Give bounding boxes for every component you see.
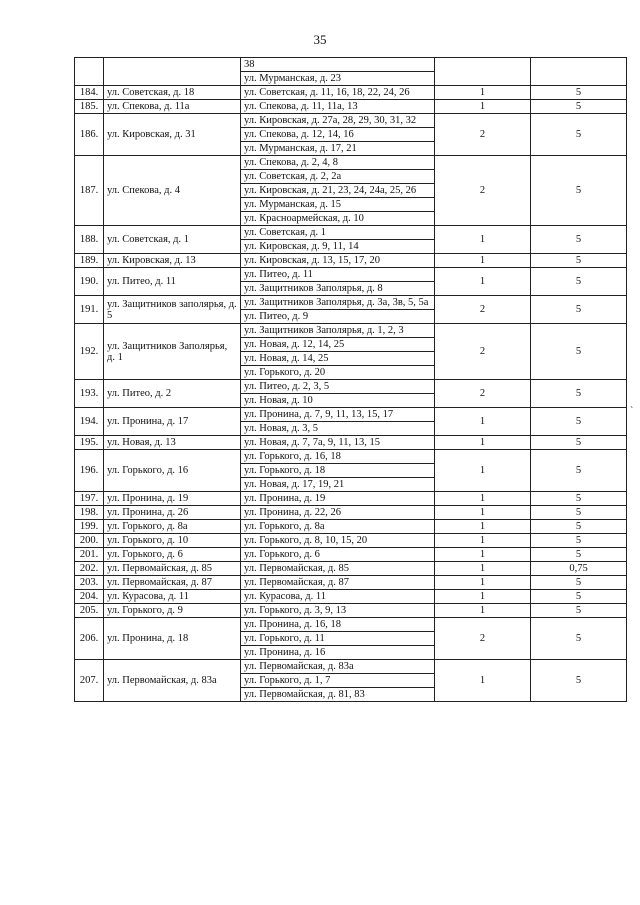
row-area: 5 (531, 114, 627, 156)
sub-address: ул. Мурманская, д. 23 (241, 72, 435, 86)
side-mark: ` (630, 406, 634, 417)
row-count: 1 (435, 268, 531, 296)
row-count: 1 (435, 86, 531, 100)
sub-address: ул. Горького, д. 20 (241, 366, 435, 380)
row-area: 5 (531, 590, 627, 604)
row-number: 201. (75, 548, 104, 562)
row-count: 2 (435, 380, 531, 408)
sub-address: ул. Горького, д. 8а (241, 520, 435, 534)
row-count: 2 (435, 324, 531, 380)
sub-address: 38 (241, 58, 435, 72)
row-address: ул. Пронина, д. 19 (104, 492, 241, 506)
table-row (75, 590, 627, 604)
sub-address: ул. Мурманская, д. 15 (241, 198, 435, 212)
row-address: ул. Питео, д. 11 (104, 268, 241, 296)
row-count: 1 (435, 520, 531, 534)
sub-address: ул. Питео, д. 2, 3, 5 (241, 380, 435, 394)
sub-address: ул. Горького, д. 16, 18 (241, 450, 435, 464)
row-address: ул. Горького, д. 9 (104, 604, 241, 618)
row-count: 2 (435, 618, 531, 660)
sub-address: ул. Защитников Заполярья, д. 8 (241, 282, 435, 296)
row-address: ул. Защитников Заполярья, д. 1 (104, 324, 241, 380)
table-row (75, 86, 627, 100)
row-number: 198. (75, 506, 104, 520)
row-area: 5 (531, 618, 627, 660)
row-count: 1 (435, 436, 531, 450)
sub-address: ул. Пронина, д. 16 (241, 646, 435, 660)
sub-address: ул. Защитников Заполярья, д. 1, 2, 3 (241, 324, 435, 338)
sub-address: ул. Спекова, д. 11, 11а, 13 (241, 100, 435, 114)
row-area: 5 (531, 548, 627, 562)
row-count: 1 (435, 562, 531, 576)
table-row (75, 450, 627, 464)
sub-address: ул. Горького, д. 8, 10, 15, 20 (241, 534, 435, 548)
row-area: 5 (531, 254, 627, 268)
row-count: 1 (435, 534, 531, 548)
row-area: 5 (531, 380, 627, 408)
row-address: ул. Горького, д. 6 (104, 548, 241, 562)
table-row (75, 380, 627, 394)
row-number: 186. (75, 114, 104, 156)
continuation-row (75, 58, 627, 72)
table-row (75, 562, 627, 576)
table-row (75, 156, 627, 170)
sub-address: ул. Кировская, д. 21, 23, 24, 24а, 25, 26 (241, 184, 435, 198)
row-address: ул. Новая, д. 13 (104, 436, 241, 450)
sub-address: ул. Пронина, д. 16, 18 (241, 618, 435, 632)
row-number: 205. (75, 604, 104, 618)
row-area: 5 (531, 576, 627, 590)
row-address: ул. Кировская, д. 13 (104, 254, 241, 268)
row-number: 206. (75, 618, 104, 660)
table-row (75, 492, 627, 506)
row-count: 1 (435, 506, 531, 520)
row-count: 1 (435, 100, 531, 114)
sub-address: ул. Пронина, д. 22, 26 (241, 506, 435, 520)
row-area: 5 (531, 268, 627, 296)
row-area: 5 (531, 534, 627, 548)
table-row (75, 324, 627, 338)
table-row (75, 520, 627, 534)
row-address: ул. Первомайская, д. 83а (104, 660, 241, 702)
sub-address: ул. Новая, д. 10 (241, 394, 435, 408)
row-number: 189. (75, 254, 104, 268)
row-address: ул. Спекова, д. 11а (104, 100, 241, 114)
sub-address: ул. Новая, д. 12, 14, 25 (241, 338, 435, 352)
row-address: ул. Советская, д. 1 (104, 226, 241, 254)
row-number: 194. (75, 408, 104, 436)
sub-address: ул. Спекова, д. 12, 14, 16 (241, 128, 435, 142)
sub-address: ул. Спекова, д. 2, 4, 8 (241, 156, 435, 170)
address-table (74, 57, 627, 702)
row-count: 1 (435, 492, 531, 506)
row-address: ул. Горького, д. 10 (104, 534, 241, 548)
sub-address: ул. Кировская, д. 13, 15, 17, 20 (241, 254, 435, 268)
sub-address: ул. Первомайская, д. 83а (241, 660, 435, 674)
sub-address: ул. Курасова, д. 11 (241, 590, 435, 604)
row-number: 196. (75, 450, 104, 492)
sub-address: ул. Питео, д. 9 (241, 310, 435, 324)
sub-address: ул. Советская, д. 2, 2а (241, 170, 435, 184)
row-area: 5 (531, 660, 627, 702)
row-area: 5 (531, 436, 627, 450)
table-row (75, 534, 627, 548)
row-number: 188. (75, 226, 104, 254)
row-area: 5 (531, 408, 627, 436)
page-number: 35 (313, 32, 327, 47)
sub-address: ул. Пронина, д. 7, 9, 11, 13, 15, 17 (241, 408, 435, 422)
row-number: 197. (75, 492, 104, 506)
row-count: 1 (435, 576, 531, 590)
row-area: 5 (531, 324, 627, 380)
row-count: 1 (435, 408, 531, 436)
sub-address: ул. Горького, д. 1, 7 (241, 674, 435, 688)
sub-address: ул. Горького, д. 11 (241, 632, 435, 646)
row-count (435, 58, 531, 86)
table-row (75, 296, 627, 310)
row-address: ул. Защитников заполярья, д. 5 (104, 296, 241, 324)
sub-address: ул. Защитников Заполярья, д. 3а, 3в, 5, 5а (241, 296, 435, 310)
row-number: 185. (75, 100, 104, 114)
sub-address: ул. Первомайская, д. 87 (241, 576, 435, 590)
row-count: 2 (435, 114, 531, 156)
row-number: 203. (75, 576, 104, 590)
row-count: 1 (435, 254, 531, 268)
row-address: ул. Кировская, д. 31 (104, 114, 241, 156)
table-row (75, 576, 627, 590)
row-number: 195. (75, 436, 104, 450)
row-count: 1 (435, 590, 531, 604)
row-area: 5 (531, 296, 627, 324)
sub-address: ул. Новая, д. 17, 19, 21 (241, 478, 435, 492)
table-row (75, 506, 627, 520)
row-address: ул. Горького, д. 8а (104, 520, 241, 534)
table-row (75, 548, 627, 562)
sub-address: ул. Первомайская, д. 81, 83 (241, 688, 435, 702)
row-number (75, 58, 104, 86)
sub-address: ул. Советская, д. 1 (241, 226, 435, 240)
table-row (75, 100, 627, 114)
sub-address: ул. Красноармейская, д. 10 (241, 212, 435, 226)
row-number: 191. (75, 296, 104, 324)
row-area: 5 (531, 604, 627, 618)
row-address: ул. Первомайская, д. 87 (104, 576, 241, 590)
table-row (75, 660, 627, 674)
row-area: 5 (531, 86, 627, 100)
row-number: 207. (75, 660, 104, 702)
row-count: 2 (435, 296, 531, 324)
row-count: 1 (435, 226, 531, 254)
row-count: 1 (435, 450, 531, 492)
row-address: ул. Спекова, д. 4 (104, 156, 241, 226)
row-address: ул. Первомайская, д. 85 (104, 562, 241, 576)
row-count: 1 (435, 660, 531, 702)
sub-address: ул. Горького, д. 6 (241, 548, 435, 562)
row-number: 192. (75, 324, 104, 380)
table-row (75, 226, 627, 240)
row-address: ул. Советская, д. 18 (104, 86, 241, 100)
row-count: 1 (435, 604, 531, 618)
row-area: 5 (531, 520, 627, 534)
row-number: 187. (75, 156, 104, 226)
row-number: 204. (75, 590, 104, 604)
row-area (531, 58, 627, 86)
row-number: 202. (75, 562, 104, 576)
sub-address: ул. Новая, д. 3, 5 (241, 422, 435, 436)
table-row (75, 268, 627, 282)
sub-address: ул. Горького, д. 18 (241, 464, 435, 478)
table-row (75, 254, 627, 268)
row-number: 184. (75, 86, 104, 100)
table-row (75, 408, 627, 422)
sub-address: ул. Мурманская, д. 17, 21 (241, 142, 435, 156)
sub-address: ул. Горького, д. 3, 9, 13 (241, 604, 435, 618)
table-row (75, 436, 627, 450)
row-address: ул. Пронина, д. 17 (104, 408, 241, 436)
sub-address: ул. Новая, д. 14, 25 (241, 352, 435, 366)
row-number: 190. (75, 268, 104, 296)
sub-address: ул. Новая, д. 7, 7а, 9, 11, 13, 15 (241, 436, 435, 450)
row-area: 5 (531, 226, 627, 254)
sub-address: ул. Питео, д. 11 (241, 268, 435, 282)
row-area: 5 (531, 492, 627, 506)
row-address: ул. Горького, д. 16 (104, 450, 241, 492)
table-row (75, 618, 627, 632)
sub-address: ул. Первомайская, д. 85 (241, 562, 435, 576)
row-address: ул. Курасова, д. 11 (104, 590, 241, 604)
row-area: 5 (531, 156, 627, 226)
row-number: 199. (75, 520, 104, 534)
row-count: 1 (435, 548, 531, 562)
row-address: ул. Питео, д. 2 (104, 380, 241, 408)
row-address: ул. Пронина, д. 18 (104, 618, 241, 660)
row-count: 2 (435, 156, 531, 226)
row-number: 193. (75, 380, 104, 408)
row-number: 200. (75, 534, 104, 548)
table-row (75, 604, 627, 618)
sub-address: ул. Кировская, д. 9, 11, 14 (241, 240, 435, 254)
row-area: 5 (531, 450, 627, 492)
sub-address: ул. Советская, д. 11, 16, 18, 22, 24, 26 (241, 86, 435, 100)
row-address: ул. Пронина, д. 26 (104, 506, 241, 520)
sub-address: ул. Пронина, д. 19 (241, 492, 435, 506)
table-row (75, 114, 627, 128)
row-area: 0,75 (531, 562, 627, 576)
sub-address: ул. Кировская, д. 27а, 28, 29, 30, 31, 32 (241, 114, 435, 128)
row-address (104, 58, 241, 86)
row-area: 5 (531, 100, 627, 114)
row-area: 5 (531, 506, 627, 520)
